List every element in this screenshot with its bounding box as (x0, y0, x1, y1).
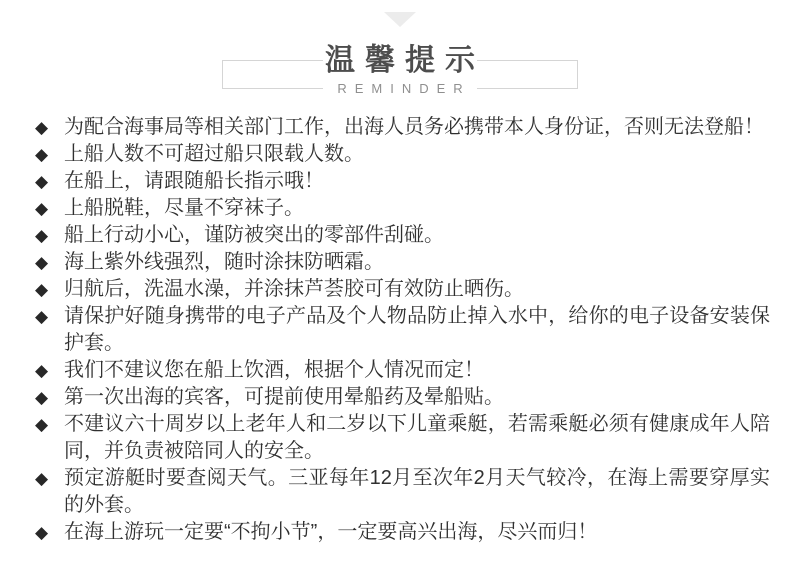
tip-text: 预定游艇时要查阅天气。三亚每年12月至次年2月天气较冷，在海上需要穿厚实的外套。 (64, 467, 770, 516)
tip-text: 上船脱鞋，尽量不穿袜子。 (64, 197, 304, 219)
diamond-bullet-icon: ◆ (35, 307, 49, 326)
tip-text: 海上紫外线强烈，随时涂抹防晒霜。 (64, 251, 384, 273)
page-title: 温馨提示 (325, 44, 485, 77)
tip-item (35, 384, 770, 411)
tip-item (35, 357, 770, 384)
diamond-bullet-icon: ◆ (35, 469, 49, 488)
tip-text: 第一次出海的宾客，可提前使用晕船药及晕船贴。 (64, 386, 504, 408)
tip-item (35, 222, 770, 249)
tip-text: 不建议六十周岁以上老年人和二岁以下儿童乘艇，若需乘艇必须有健康成年人陪同，并负责被陪同人的安全。 (64, 413, 770, 462)
tip-item (35, 195, 770, 222)
diamond-bullet-icon: ◆ (35, 415, 49, 434)
tip-item (35, 276, 770, 303)
tip-item (35, 303, 770, 357)
tip-text: 为配合海事局等相关部门工作，出海人员务必携带本人身份证，否则无法登船！ (64, 116, 764, 138)
diamond-bullet-icon: ◆ (35, 523, 49, 542)
tip-item (35, 168, 770, 195)
tip-text: 船上行动小心，谨防被突出的零部件刮碰。 (64, 224, 444, 246)
diamond-bullet-icon: ◆ (35, 280, 49, 299)
tip-text: 上船人数不可超过船只限载人数。 (64, 143, 364, 165)
tip-item (35, 141, 770, 168)
tips-list (35, 114, 770, 546)
diamond-bullet-icon: ◆ (35, 226, 49, 245)
tip-item (35, 114, 770, 141)
diamond-bullet-icon: ◆ (35, 388, 49, 407)
tip-text: 在船上，请跟随船长指示哦！ (64, 170, 324, 192)
tip-text: 在海上游玩一定要“不拘小节”，一定要高兴出海，尽兴而归！ (64, 521, 598, 543)
diamond-bullet-icon: ◆ (35, 172, 49, 191)
diamond-bullet-icon: ◆ (35, 145, 49, 164)
tip-item (35, 465, 770, 519)
tip-item (35, 411, 770, 465)
header (0, 0, 800, 106)
tip-item (35, 249, 770, 276)
diamond-bullet-icon: ◆ (35, 118, 49, 137)
tip-text: 请保护好随身携带的电子产品及个人物品防止掉入水中，给你的电子设备安装保护套。 (64, 305, 770, 354)
tip-text: 我们不建议您在船上饮酒，根据个人情况而定！ (64, 359, 484, 381)
tip-text: 归航后，洗温水澡，并涂抹芦荟胶可有效防止晒伤。 (64, 278, 524, 300)
diamond-bullet-icon: ◆ (35, 361, 49, 380)
page-subtitle: REMINDER (337, 81, 471, 96)
diamond-bullet-icon: ◆ (35, 253, 49, 272)
diamond-bullet-icon: ◆ (35, 199, 49, 218)
chevron-down-icon (384, 12, 416, 27)
tip-item (35, 519, 770, 546)
